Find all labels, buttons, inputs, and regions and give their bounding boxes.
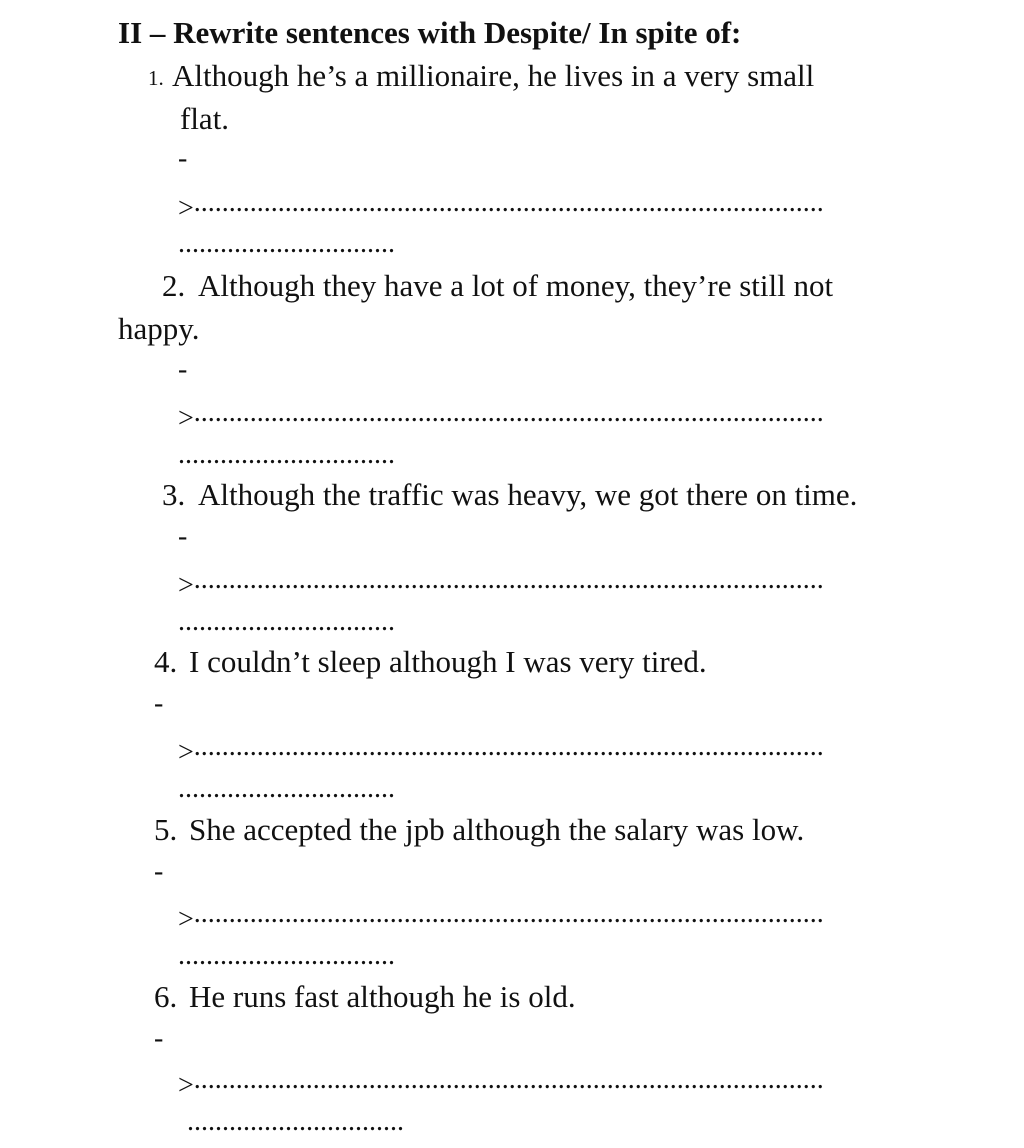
question-text: Although they have a lot of money, they’re still not (198, 268, 834, 303)
answer-line (178, 733, 947, 767)
answer-dots: .......................................................................................... (193, 189, 824, 217)
answer-dash: - (154, 856, 164, 887)
question-text: He runs fast although he is old. (189, 979, 576, 1014)
question-text: I couldn’t sleep although I was very tired. (189, 644, 707, 679)
question-number: 6. (154, 979, 178, 1014)
question-text-continued: happy. (118, 311, 200, 346)
answer-dash: - (154, 688, 164, 719)
answer-dots: .......................................................................................... (193, 399, 824, 427)
answer-dash: - (178, 143, 188, 174)
answer-dots: .......................................................................................... (193, 566, 824, 594)
answer-arrow: > (178, 570, 194, 601)
answer-line (178, 1066, 947, 1100)
question-number: 1. (148, 66, 164, 90)
question-number: 5. (154, 812, 178, 847)
answer-dots-continued: ............................... (187, 1106, 404, 1137)
question-number: 2. (162, 268, 186, 303)
answer-line (178, 900, 947, 934)
answer-dash: - (154, 1023, 164, 1054)
answer-dots: .......................................................................................... (193, 733, 824, 761)
answer-dots-continued: ............................... (178, 940, 395, 971)
answer-arrow: > (178, 193, 194, 224)
answer-dots: .......................................................................................... (193, 900, 824, 928)
question-number: 4. (154, 644, 178, 679)
answer-arrow: > (178, 904, 194, 935)
question-number: 3. (162, 477, 186, 512)
answer-arrow: > (178, 403, 194, 434)
answer-dots-continued: ............................... (178, 773, 395, 804)
answer-line (178, 189, 947, 223)
answer-dash: - (178, 521, 188, 552)
answer-dots-continued: ............................... (178, 606, 395, 637)
answer-line (178, 399, 947, 433)
answer-dots-continued: ............................... (178, 439, 395, 470)
answer-arrow: > (178, 1070, 194, 1101)
answer-dash: - (178, 354, 188, 385)
answer-line (178, 566, 947, 600)
question-text: Although he’s a millionaire, he lives in a very small (172, 58, 815, 93)
question-text: She accepted the jpb although the salary was low. (189, 812, 805, 847)
section-title: II – Rewrite sentences with Despite/ In spite of: (118, 15, 742, 50)
answer-arrow: > (178, 737, 194, 768)
question-text: Although the traffic was heavy, we got there on time. (198, 477, 858, 512)
answer-dots-continued: ............................... (178, 228, 395, 259)
question-text-continued: flat. (180, 101, 230, 136)
answer-dots: .......................................................................................... (193, 1066, 824, 1094)
